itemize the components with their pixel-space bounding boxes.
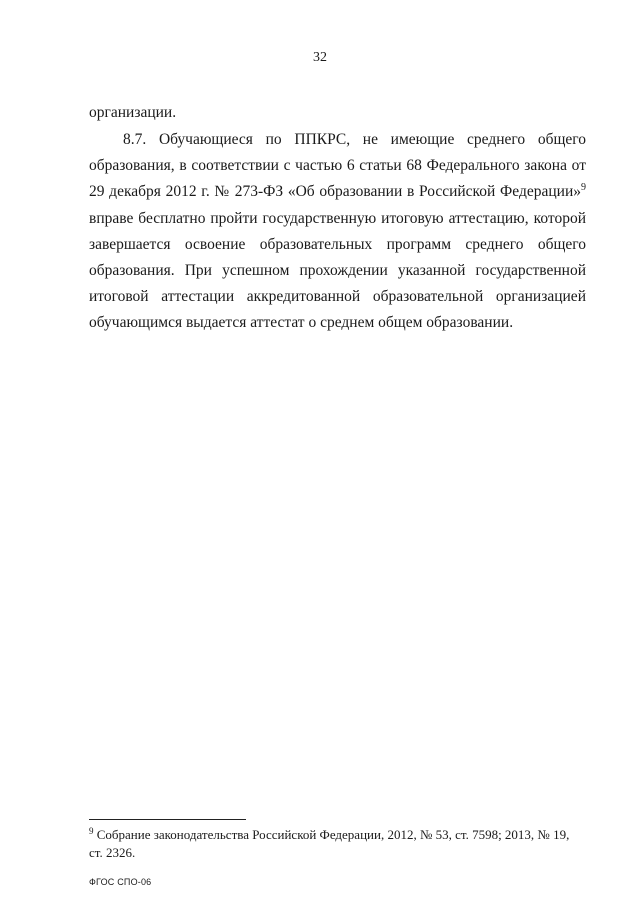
body-line-8: итоговой аттестации аккредитованной образовательной организацией <box>89 288 586 305</box>
body-line-1: организации. <box>89 104 177 121</box>
footnote-divider <box>89 819 246 820</box>
document-stamp: ФГОС СПО-06 <box>89 877 152 887</box>
body-line-4 <box>89 182 586 202</box>
body-line-3: образования, в соответствии с частью 6 статьи 68 Федерального закона от <box>89 157 586 174</box>
body-line-6: завершается освоение образовательных программ среднего общего <box>89 236 586 253</box>
footnote-marker: 9 <box>89 826 94 836</box>
footnote-line-2: ст. 2326. <box>89 845 136 860</box>
body-line-7: образования. При успешном прохождении указанной государственной <box>89 262 586 279</box>
footnote-reference: 9 <box>581 182 586 193</box>
page-number: 32 <box>313 50 327 65</box>
footnote-text-1: Собрание законодательства Российской Федерации, 2012, № 53, ст. 7598; 2013, № 19, <box>93 827 570 842</box>
footnote-line-1 <box>89 826 569 843</box>
body-line-2: 8.7. Обучающиеся по ППКРС, не имеющие среднего общего <box>123 131 586 148</box>
body-line-4-text: 29 декабря 2012 г. № 273-ФЗ «Об образовании в Российской Федерации» <box>89 183 581 200</box>
body-line-5: вправе бесплатно пройти государственную итоговую аттестацию, которой <box>89 210 586 227</box>
body-line-9: обучающимся выдается аттестат о среднем общем образовании. <box>89 314 514 331</box>
